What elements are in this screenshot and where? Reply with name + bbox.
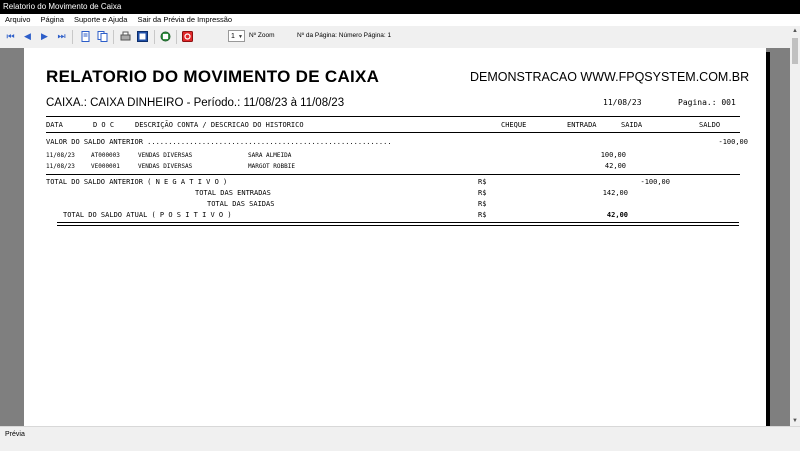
caixa-period: CAIXA.: CAIXA DINHEIRO - Período.: 11/08/23 à 11/08/23 — [46, 97, 345, 109]
zoom-select[interactable] — [228, 30, 245, 42]
saldo-anterior-label: VALOR DO SALDO ANTERIOR .......................................................... — [46, 138, 392, 146]
divider — [57, 225, 739, 226]
report-title: RELATORIO DO MOVIMENTO DE CAIXA — [46, 67, 380, 86]
menu-bar — [0, 14, 800, 26]
total-saldo-anterior-value: -100,00 — [640, 178, 670, 186]
divider — [46, 174, 740, 175]
scrollbar-thumb[interactable] — [792, 38, 798, 64]
col-data: DATA — [46, 121, 63, 129]
zoom-value: 1 — [231, 33, 235, 40]
printer-setup-icon[interactable] — [120, 31, 131, 42]
status-bar — [0, 426, 800, 451]
divider — [57, 222, 739, 223]
total-saldo-anterior-label: TOTAL DO SALDO ANTERIOR ( N E G A T I V O ) — [46, 178, 228, 186]
currency-symbol: R$ — [478, 189, 487, 197]
scroll-up-icon[interactable]: ▲ — [792, 28, 798, 34]
export-icon[interactable] — [160, 31, 171, 42]
row-conta: VENDAS DIVERSAS — [138, 152, 193, 159]
divider — [46, 116, 740, 117]
menu-pagina[interactable]: Página — [40, 15, 64, 24]
row-entrada: 42,00 — [604, 162, 626, 170]
row-date: 11/08/23 — [46, 152, 75, 159]
first-page-icon[interactable]: ⏮ — [6, 31, 15, 41]
row-doc: VE000001 — [91, 163, 120, 170]
row-historico: SARA ALMEIDA — [248, 152, 292, 159]
row-historico: MARGOT ROBBIE — [248, 163, 295, 170]
window-title: Relatorio do Movimento de Caixa — [3, 2, 122, 11]
scroll-down-icon[interactable]: ▼ — [792, 418, 798, 424]
close-preview-icon[interactable] — [182, 31, 193, 42]
row-entrada: 100,00 — [600, 151, 626, 159]
col-doc: D O C — [93, 121, 115, 129]
divider — [46, 132, 740, 133]
multi-page-icon[interactable] — [97, 31, 108, 42]
menu-arquivo[interactable]: Arquivo — [5, 15, 31, 24]
saldo-anterior-value: -100,00 — [718, 138, 748, 146]
total-saidas-label: TOTAL DAS SAIDAS — [207, 200, 275, 208]
chevron-down-icon: ▼ — [238, 34, 243, 40]
col-saida: SAIDA — [621, 121, 643, 129]
window-title-bar — [0, 0, 800, 14]
col-descricao: DESCRIÇÃO CONTA / DESCRICAO DO HISTORICO — [135, 121, 304, 129]
zoom-label: Nº Zoom — [249, 32, 275, 39]
currency-symbol: R$ — [478, 211, 487, 219]
report-page-number: Pagina.: 001 — [678, 98, 736, 107]
col-entrada: ENTRADA — [567, 121, 597, 129]
status-text: Prévia — [5, 431, 25, 438]
vertical-scrollbar[interactable] — [790, 26, 800, 426]
toolbar-separator — [72, 30, 73, 44]
page-number-label: Nº da Página: Número Página: 1 — [297, 32, 392, 39]
currency-symbol: R$ — [478, 200, 487, 208]
single-page-icon[interactable] — [80, 31, 91, 42]
menu-suporte-ajuda[interactable]: Suporte e Ajuda — [73, 15, 128, 24]
print-icon[interactable] — [137, 31, 148, 42]
toolbar-separator — [176, 30, 177, 44]
toolbar-separator — [113, 30, 114, 44]
total-entradas-label: TOTAL DAS ENTRADAS — [195, 189, 271, 197]
toolbar — [0, 26, 800, 49]
report-date: 11/08/23 — [603, 98, 642, 107]
total-entradas-value: 142,00 — [602, 189, 628, 197]
row-date: 11/08/23 — [46, 163, 75, 170]
currency-symbol: R$ — [478, 178, 487, 186]
total-saldo-atual-label: TOTAL DO SALDO ATUAL ( P O S I T I V O ) — [63, 211, 232, 219]
row-doc: AT000003 — [91, 152, 120, 159]
col-cheque: CHEQUE — [501, 121, 527, 129]
paper-shadow — [766, 52, 770, 426]
col-saldo: SALDO — [699, 121, 721, 129]
last-page-icon[interactable]: ⏭ — [57, 31, 66, 41]
next-page-icon[interactable]: ▶ — [41, 31, 48, 41]
toolbar-separator — [154, 30, 155, 44]
previous-page-icon[interactable]: ◀ — [24, 31, 31, 41]
total-saldo-atual-value: 42,00 — [606, 211, 628, 219]
row-conta: VENDAS DIVERSAS — [138, 163, 193, 170]
company-name: DEMONSTRACAO WWW.FPQSYSTEM.COM.BR — [470, 70, 750, 84]
menu-sair-previa[interactable]: Sair da Prévia de Impressão — [137, 15, 233, 24]
